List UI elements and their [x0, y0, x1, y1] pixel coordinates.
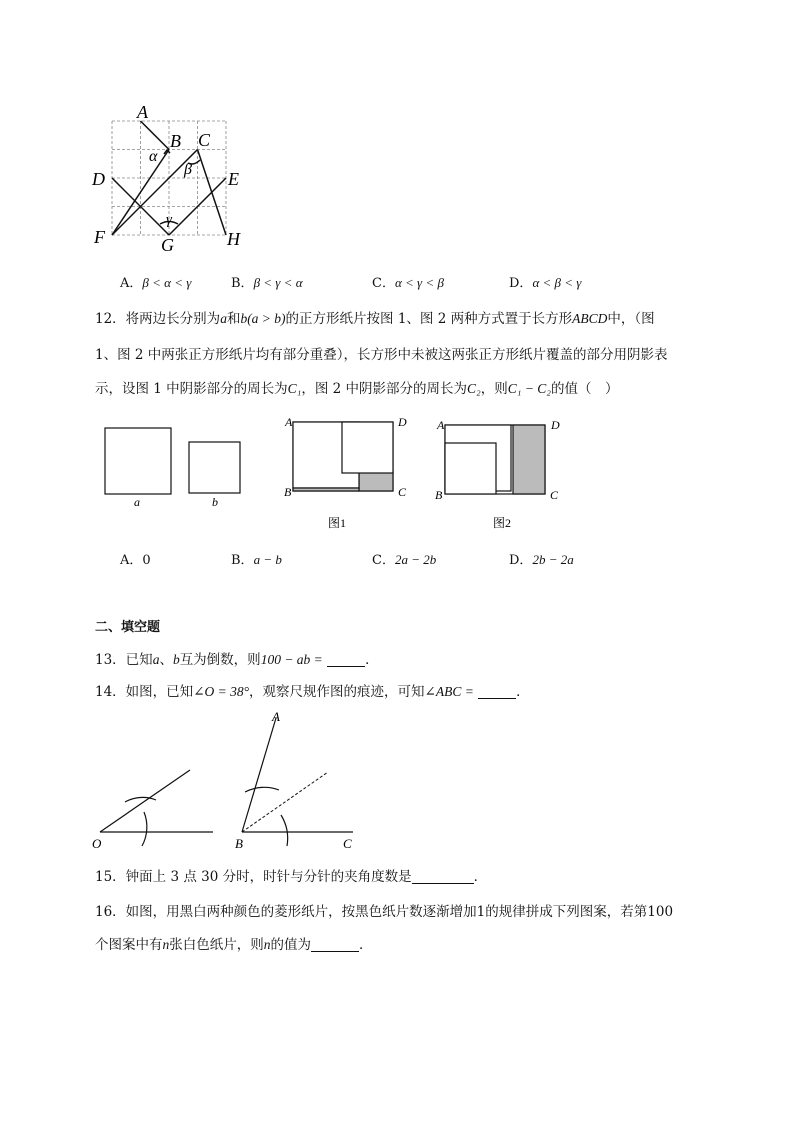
q12-fig1-D: D	[398, 415, 407, 429]
q12-fig2-caption: 图2	[493, 516, 512, 530]
q11-label-gamma: γ	[166, 212, 172, 228]
q11-label-G: G	[161, 235, 174, 255]
q12-option-d[interactable]: D．2b − 2a	[509, 552, 574, 568]
q12-square-b	[189, 442, 240, 493]
q11-label-D: D	[92, 169, 105, 189]
q14-arc-4	[281, 815, 288, 846]
q13-answer-blank[interactable]	[327, 653, 365, 668]
q15-answer-blank[interactable]	[412, 870, 474, 885]
q14-answer-blank[interactable]	[478, 685, 516, 700]
q11-label-C: C	[198, 130, 211, 150]
q15-text: 15．钟面上 3 点 30 分时，时针与分针的夹角度数是 ．	[95, 869, 488, 885]
q14-ray-ba	[242, 718, 276, 832]
q14-label-A: A	[272, 709, 280, 724]
q12-fig2-B: B	[435, 488, 443, 502]
q12-fig2-A: A	[437, 418, 445, 432]
q12-fig1-B: B	[284, 485, 292, 499]
q16-line-2: 个图案中有n张白色纸片，则n的值为 ．	[95, 937, 373, 953]
q12-label-sq-a: a	[134, 495, 140, 509]
q12-fig1-caption: 图1	[328, 516, 347, 530]
q12-fig1-C: C	[398, 485, 407, 499]
q12-fig1	[293, 422, 393, 491]
q11-label-A: A	[137, 102, 148, 122]
q12-line-3: 示，设图 1 中阴影部分的周长为C₁，图 2 中阴影部分的周长为C₂，则C₁ − C₂的值（ ）	[95, 381, 619, 397]
option-letter: A．	[120, 276, 143, 291]
q11-option-c[interactable]	[372, 272, 444, 291]
q11-label-F: F	[94, 227, 105, 247]
q11-option-a[interactable]	[120, 272, 191, 291]
q12-fig1-A: A	[285, 415, 293, 429]
q14-arc-1	[125, 797, 156, 802]
q16-answer-blank[interactable]	[311, 938, 359, 953]
q11-option-d[interactable]	[509, 272, 581, 291]
q14-label-C: C	[343, 836, 352, 851]
q12-figures	[95, 410, 585, 535]
q11-label-E: E	[228, 169, 239, 189]
option-expr: β < α < γ	[142, 275, 192, 290]
q11-label-H: H	[227, 229, 240, 249]
q14-label-B: B	[235, 836, 243, 851]
q12-square-a	[105, 428, 171, 494]
q12-fig2-D: D	[551, 418, 560, 432]
option-letter: C．	[372, 276, 395, 291]
option-expr: α < γ < β	[394, 275, 444, 290]
q11-label-beta: β	[184, 161, 192, 178]
q12-option-c[interactable]: C．2a − 2b	[372, 552, 437, 568]
option-letter: D．	[509, 276, 533, 291]
option-letter: B．	[231, 276, 254, 291]
q16-line-1: 16．如图，用黑白两种颜色的菱形纸片，按黑色纸片数逐渐增加1的规律拼成下列图案，若第100	[95, 904, 674, 920]
q14-arc-3	[245, 787, 279, 792]
q11-figure	[88, 100, 258, 260]
q14-ray-o-side	[100, 770, 190, 832]
q12-option-a[interactable]: A．0	[120, 553, 151, 568]
q14-text: 14．如图，已知∠O = 38°，观察尺规作图的痕迹，可知∠ABC = ．	[95, 684, 530, 700]
q12-fig2-C: C	[550, 488, 559, 502]
option-expr: α < β < γ	[532, 275, 582, 290]
q12-fig2	[445, 425, 545, 494]
q14-label-O: O	[92, 836, 102, 851]
section-title: 二、填空题	[95, 620, 161, 635]
q13-text: 13．已知a、b互为倒数，则100 − ab = ．	[95, 652, 379, 668]
option-expr: β < γ < α	[253, 275, 303, 290]
q11-option-b[interactable]	[231, 272, 303, 291]
q14-arc-2	[142, 812, 147, 846]
q11-label-alpha: α	[149, 148, 158, 165]
q12-option-b[interactable]: B．a − b	[231, 552, 282, 568]
q12-line-1: 12．将两边长分别为a和b(a > b)的正方形纸片按图 1、图 2 两种方式置于长方形ABCD中，（图	[95, 311, 655, 327]
q11-label-B: B	[170, 131, 181, 151]
q12-label-sq-b: b	[212, 495, 218, 509]
q14-figure	[90, 706, 380, 854]
q12-line-2: 1、图 2 中两张正方形纸片均有部分重叠），长方形中未被这两张正方形纸片覆盖的部分用阴影表	[95, 347, 668, 363]
